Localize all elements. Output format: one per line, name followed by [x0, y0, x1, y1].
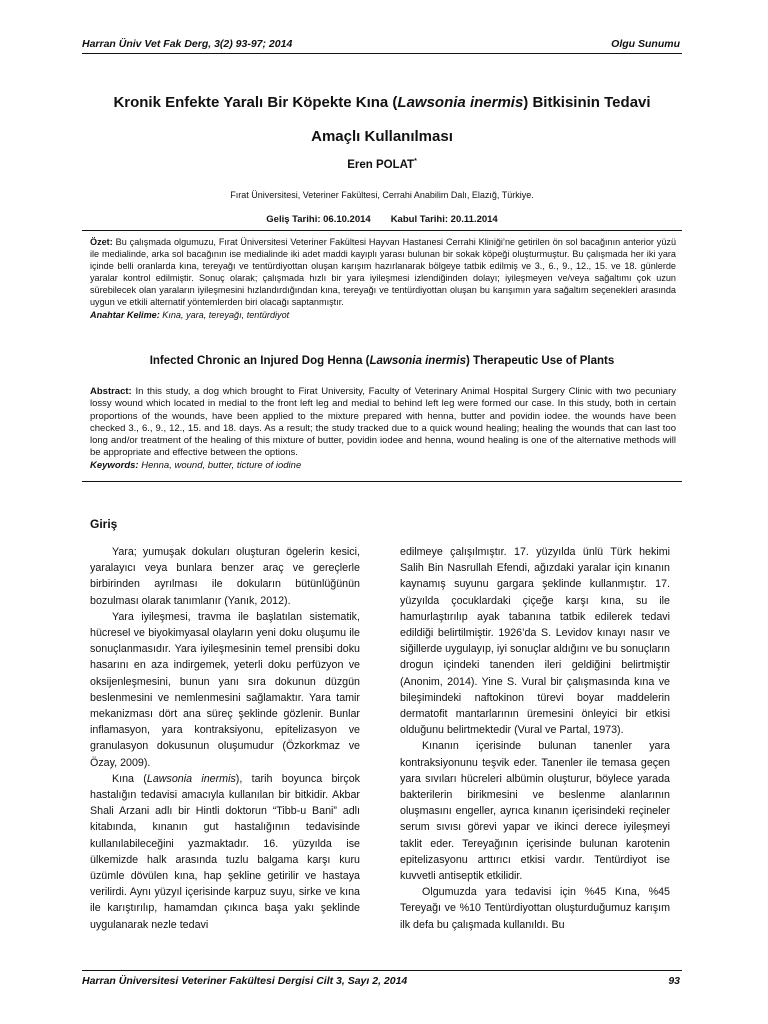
footer-journal: Harran Üniversitesi Veteriner Fakültesi Dergisi Cilt 3, Sayı 2, 2014: [82, 975, 408, 987]
journal-reference: Harran Üniv Vet Fak Derg, 3(2) 93-97; 2014: [82, 38, 293, 50]
affiliation: Fırat Üniversitesi, Veteriner Fakültesi, Cerrahi Anabilim Dalı, Elazığ, Türkiye.: [230, 190, 534, 200]
page-number: 93: [668, 975, 680, 987]
keywords-tr-label: Anahtar Kelime:: [90, 309, 160, 320]
received-date: Geliş Tarihi: 06.10.2014: [266, 214, 371, 225]
keywords-tr-text: Kına, yara, tereyağı, tentürdiyot: [162, 309, 290, 320]
author-name: Eren POLAT: [347, 158, 415, 171]
dates-rule: [82, 230, 682, 231]
abstract-en-label: Abstract:: [90, 386, 132, 397]
left-paragraph-2: Yara iyileşmesi, travma ile başlatılan sistematik, hücresel ve biyokimyasal olayların yeni doku oluşumu ile sonuçlanmasıdır. Yara iyileşmesinin temel prensibi doku hasarını en aza indirgemek, yeterli doku perfüzyon ve oksijenleşmesini, bunun yanı sıra dokunun düzgün beslenmesini ve nemlenmesini sağlamaktır. Yara tamir mekanizması dört ana süreç şeklinde gözlenir. Bunlar inflamasyon, yara kontraksiyonu, epitelizasyon ve granulasyon dokusunun oluşumudur (Özkorkmaz ve Özay, 2009).: [90, 610, 360, 769]
abstract-tr-label: Özet:: [90, 237, 113, 247]
left-paragraph-3-species: Lawsonia inermis: [146, 772, 236, 785]
dates: [82, 214, 682, 225]
abstract-en: [90, 386, 676, 472]
header-rule: [82, 53, 682, 54]
article-title: [82, 86, 682, 154]
english-title-text-end: ) Therapeutic Use of Plants: [466, 355, 615, 367]
keywords-tr: [90, 309, 676, 321]
keywords-en-label: Keywords:: [90, 459, 139, 471]
right-column: [400, 544, 670, 933]
section-title: Giriş: [90, 517, 118, 531]
right-paragraph-3: Olgumuzda yara tedavisi için %45 Kına, %45 Tereyağı ve %10 Tentürdiyottan oluşturduğumuz karışım ilk defa bu çalışmada kullanıldı. Bu: [400, 886, 670, 931]
english-title-species: Lawsonia inermis: [369, 355, 467, 367]
footer-rule: [82, 970, 682, 971]
right-paragraph-1: edilmeye çalışılmıştır. 17. yüzyılda ünlü Türk hekimi Salih Bin Nasrullah Efendi, ağızdaki yaralar için kınanın kaynamış suyunu gargara şeklinde kullanmıştır. 17. yüzyılda çocuklardaki çiçeğe karşı kına, su ile hamurlaştırılıp ayak tabanına tatbik edilerek tedavi edildiği belirtilmiştir. 1926’da S. Levidov kınayı nasır ve siğillerde uygulayıp, iyi sonuçlar aldığını ve bu sonuçların drogun içindeki tanenden ileri geldiğini belirtmiştir (Anonim, 2014). Yine S. Vural bir çalışmasında kına ve bileşimindeki naftokinon türevi boyar maddelerin dermatofit mantarlarının üremesini önleyici bir etkisi olduğunu belirtmektedir (Vural ve Partal, 1973).: [400, 546, 670, 737]
keywords-en: [90, 460, 676, 472]
title-species: Lawsonia inermis: [397, 94, 524, 111]
right-paragraph-2: Kınanın içerisinde bulunan tanenler yara kontraksiyonunu teşvik eder. Tanenler ile temasa geçen yara sıvıları hücreleri albümin oluşturur, böylece yarada bakterilerin birikmesini ve beslenme alanlarının oluşmasını engeller, ayrıca kınanın içerisindeki reçineler serum sıvısı görevi yapar ve ikinci derece iyileşmeyi taklit eder. Tereyağının içerisinde bulunan karotenin epitelizasyonu arttırıcı etkisi vardır. Tentürdiyot ise kuvvetli antiseptik etkilidir.: [400, 740, 670, 883]
left-paragraph-1: Yara; yumuşak dokuları oluşturan ögelerin kesici, yaralayıcı veya bunlara benzer araç ve gereçlerle birbirinden ayrılması ile dokuların bütünlüğünün bozulması olarak tanımlanır (Yanık, 2012).: [90, 546, 360, 607]
article-type: Olgu Sunumu: [611, 38, 680, 50]
abstract-rule: [82, 481, 682, 482]
abstract-en-text: In this study, a dog which brought to Firat University, Faculty of Veterinary Animal Hospital Surgery Clinic with two pecuniary lossy wound which located in medial to the front left leg and medial to behind left leg were formed our case. In this study, both in certain proportions of the wounds, have been applied to the mixture prepared with henna, butter and povidin iodee. the wounds have been checked 3., 6., 9., 12., 15. and 18. days. As a result; the study tracked due to a quick wound healing; healing the wounds that can last too long and/or treatment of the healing of this mixture of butter, povidin iodee and henna, wound healing is one of the alternative methods will be appropriate and effective between the options.: [90, 386, 676, 459]
abstract-tr: [90, 236, 676, 321]
title-text-end: ) Bitkisinin Tedavi: [523, 94, 651, 111]
accepted-date: Kabul Tarihi: 20.11.2014: [390, 214, 498, 225]
keywords-en-text: Henna, wound, butter, ticture of iodine: [141, 459, 302, 471]
english-title-text: Infected Chronic an Injured Dog Henna (: [149, 355, 370, 367]
left-paragraph-3-start: Kına (: [112, 772, 147, 785]
title-line-1: [82, 86, 682, 120]
title-line-2: Amaçlı Kullanılması: [311, 128, 453, 145]
left-paragraph-3: [90, 771, 360, 933]
author: [82, 158, 682, 171]
author-mark: *: [414, 158, 417, 165]
left-paragraph-3-text: ), tarih boyunca birçok hastalığın tedavisi amacıyla kullanılan bir bitkidir. Akbar Shali Arzani adlı bir Hintli doktorun “Tibb-u Bani” adlı kitabında, kınanın gut hastalığının tedavisinde kullanılabileceğini yazmaktadır. 16. yüzyılda ise ülkemizde halk arasında tuzlu balgama karşı kuru üzümle dövülen kına, hap şekline getirilir ve hastaya verilirdi. Aynı yüzyıl içerisinde karpuz suyu, sirke ve kına ile karıştırılıp, hamamdan çıkınca başa yakı şeklinde uygulanarak nezle tedavi: [90, 772, 360, 931]
left-column: [90, 544, 360, 933]
english-title: [82, 355, 682, 367]
title-text: Kronik Enfekte Yaralı Bir Köpekte Kına (: [113, 94, 398, 111]
abstract-tr-text: Bu çalışmada olgumuzu, Fırat Üniversitesi Veteriner Fakültesi Hayvan Hastanesi Cerrahi Kliniği’ne getirilen ön sol bacağının anterior yüzü ile medialinde, arka sol bacağının ise medialinde iki adet maddi kayıplı yarası bulunan bir sokak köpeği oluşturmuştur. Bu çalışmada her iki yara içinde belli oranlarda kına, tereyağı ve tentürdiyottan oluşan karışım hazırlanarak bölgeye tatbik edilmiş ve 3., 6., 9., 12., 15. ve 18. günlerde yaralar kontrol edilmiştir. Sonuç olarak; çalışmada hızlı bir yara iyileşmesi izlendiğinden dolayı; iyileşmeyen ve/veya sağaltımı çok uzun sürebilecek olan yaraların iyileşmesini hızlandırdığından kına, tereyağı ve tentürdiyottan oluşan bu karışımın yara sağaltım seçenekleri arasında uygun ve etkili alternatif yöntemlerden biri olacağı saptanmıştır.: [90, 237, 677, 308]
